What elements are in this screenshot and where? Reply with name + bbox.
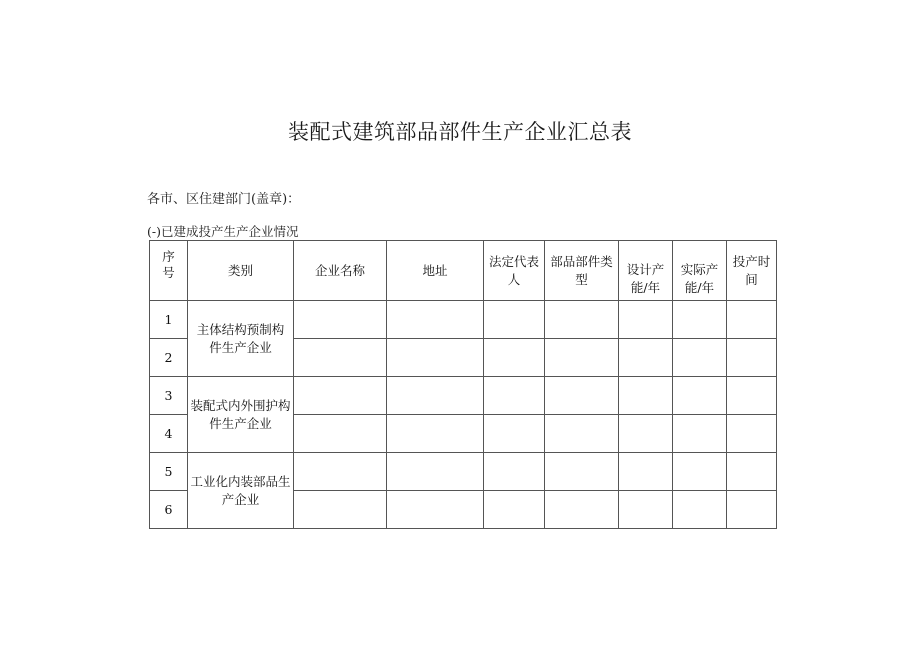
row-number: 5 — [150, 453, 188, 491]
start-time-cell — [727, 377, 777, 415]
header-address-label: 地址 — [422, 262, 448, 278]
start-time-cell — [727, 491, 777, 529]
header-start-time — [727, 241, 777, 301]
actual-capacity-cell — [673, 377, 727, 415]
actual-capacity-cell — [673, 301, 727, 339]
header-component-type-label: 部品部件类型 — [550, 254, 613, 287]
header-company-name-label: 企业名称 — [314, 262, 365, 278]
start-time-cell — [727, 301, 777, 339]
document-title: 装配式建筑部品部件生产企业汇总表 — [288, 120, 632, 144]
summary-table — [149, 240, 777, 529]
row-number: 6 — [150, 491, 188, 529]
row-number: 4 — [150, 415, 188, 453]
component-type-cell — [545, 377, 619, 415]
header-actual-capacity-label: 实际产能/年 — [680, 262, 719, 295]
header-actual-capacity — [673, 241, 727, 301]
table-header-row — [150, 241, 777, 301]
component-type-cell — [545, 339, 619, 377]
category-cell — [188, 301, 294, 377]
address-cell — [387, 453, 484, 491]
design-capacity-cell — [619, 301, 673, 339]
design-capacity-cell — [619, 453, 673, 491]
address-cell — [387, 491, 484, 529]
header-address — [387, 241, 484, 301]
start-time-cell — [727, 453, 777, 491]
component-type-cell — [545, 453, 619, 491]
address-cell — [387, 377, 484, 415]
actual-capacity-cell — [673, 339, 727, 377]
header-legal-rep-label: 法定代表人 — [488, 254, 539, 287]
address-cell — [387, 301, 484, 339]
header-design-capacity — [619, 241, 673, 301]
header-legal-rep — [484, 241, 545, 301]
header-seq-label: 序号 — [162, 249, 175, 280]
table-row — [150, 377, 777, 415]
row-number: 2 — [150, 339, 188, 377]
legal-rep-cell — [484, 339, 545, 377]
header-category — [188, 241, 294, 301]
header-component-type — [545, 241, 619, 301]
table-row — [150, 301, 777, 339]
design-capacity-cell — [619, 415, 673, 453]
legal-rep-cell — [484, 301, 545, 339]
company-name-cell — [294, 377, 387, 415]
category-cell — [188, 377, 294, 453]
section-title: (-)已建成投产生产企业情况 — [147, 224, 299, 239]
component-type-cell — [545, 415, 619, 453]
category-label: 装配式内外围护构件生产企业 — [190, 397, 291, 431]
table-row — [150, 453, 777, 491]
actual-capacity-cell — [673, 453, 727, 491]
company-name-cell — [294, 301, 387, 339]
legal-rep-cell — [484, 415, 545, 453]
design-capacity-cell — [619, 339, 673, 377]
component-type-cell — [545, 491, 619, 529]
row-number: 3 — [150, 377, 188, 415]
company-name-cell — [294, 453, 387, 491]
legal-rep-cell — [484, 377, 545, 415]
start-time-cell — [727, 339, 777, 377]
company-name-cell — [294, 415, 387, 453]
category-label: 工业化内装部品生产企业 — [190, 473, 291, 507]
address-cell — [387, 339, 484, 377]
category-cell — [188, 453, 294, 529]
row-number: 1 — [150, 301, 188, 339]
header-design-capacity-label: 设计产能/年 — [626, 262, 665, 295]
company-name-cell — [294, 339, 387, 377]
category-label: 主体结构预制构件生产企业 — [196, 321, 285, 355]
header-company-name — [294, 241, 387, 301]
document-subtitle: 各市、区住建部门(盖章)： — [147, 192, 301, 207]
legal-rep-cell — [484, 453, 545, 491]
design-capacity-cell — [619, 491, 673, 529]
address-cell — [387, 415, 484, 453]
header-category-label: 类别 — [227, 262, 253, 278]
design-capacity-cell — [619, 377, 673, 415]
component-type-cell — [545, 301, 619, 339]
header-seq — [150, 241, 188, 301]
company-name-cell — [294, 491, 387, 529]
header-start-time-label: 投产时间 — [732, 254, 771, 287]
actual-capacity-cell — [673, 491, 727, 529]
legal-rep-cell — [484, 491, 545, 529]
actual-capacity-cell — [673, 415, 727, 453]
start-time-cell — [727, 415, 777, 453]
